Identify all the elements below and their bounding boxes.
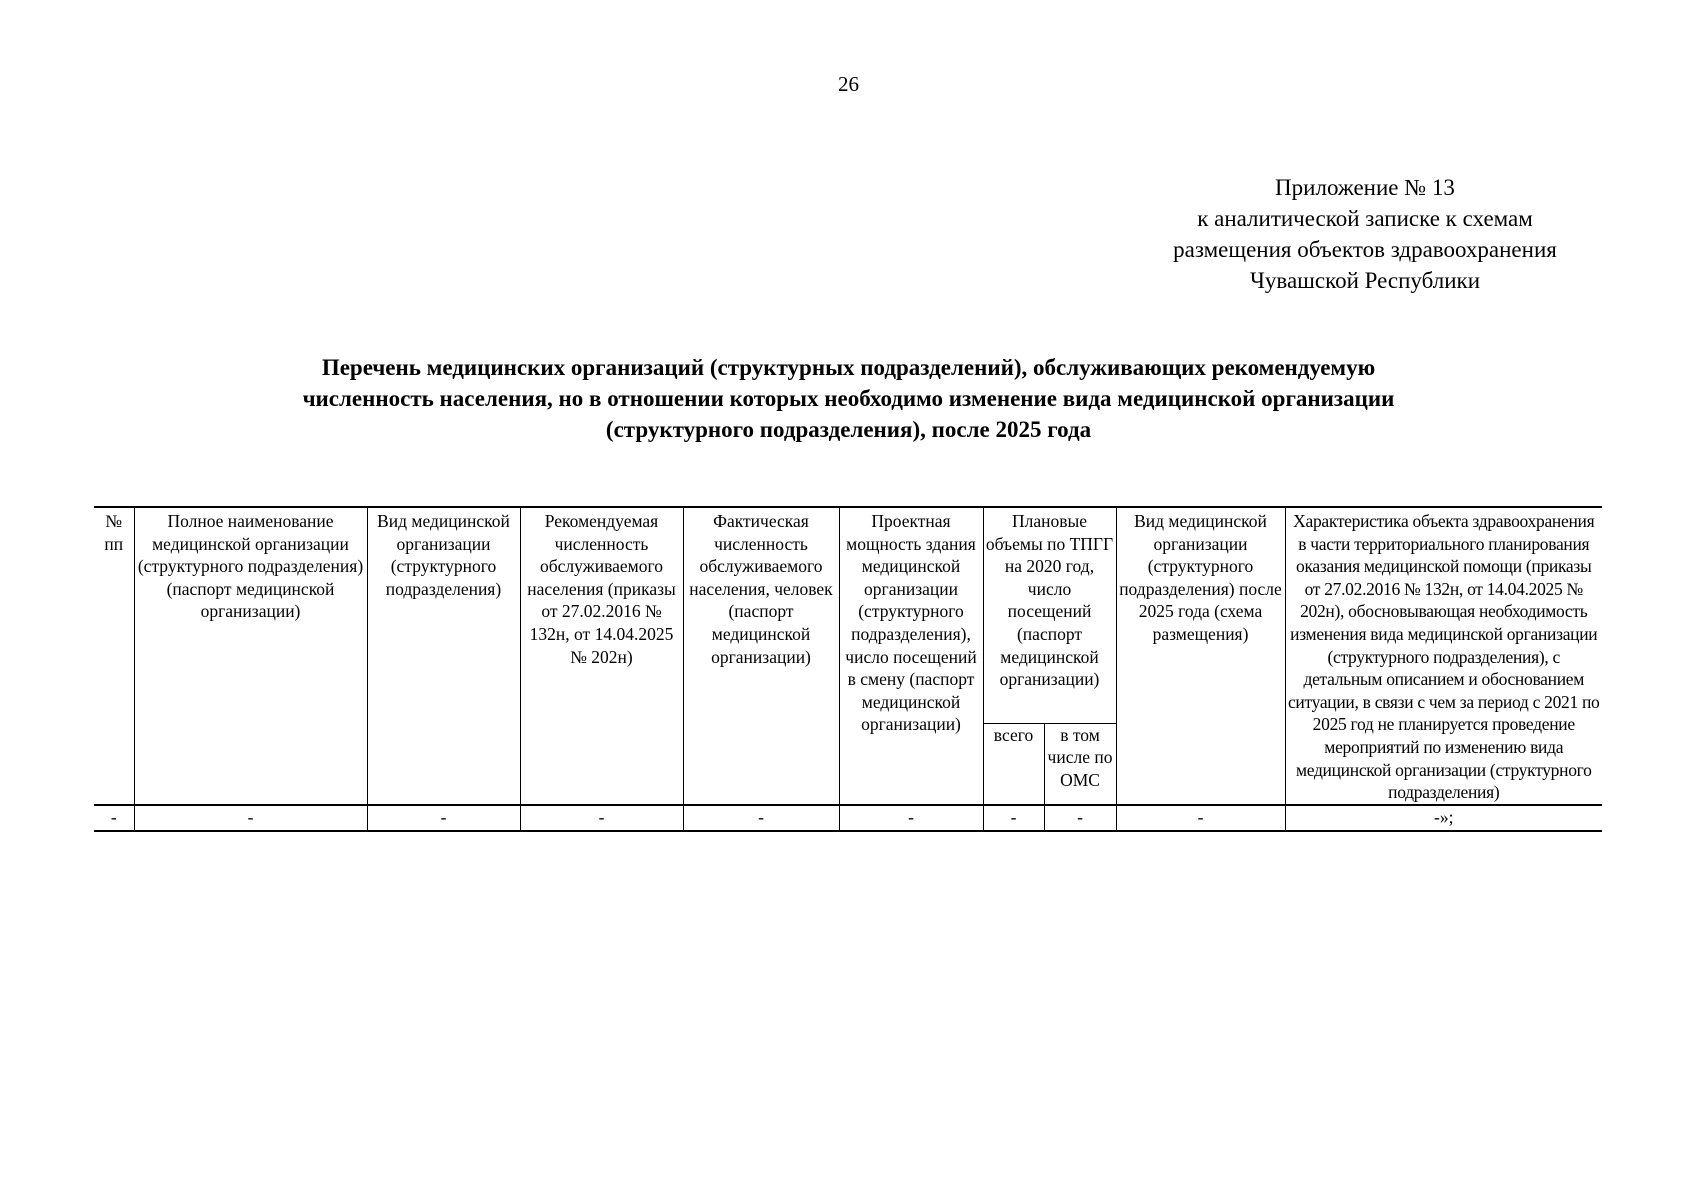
table-cell: - xyxy=(1044,805,1116,832)
header-actual-population: Фактическая численность обслуживаемого населения, человек (паспорт медицинской организации) xyxy=(683,507,839,805)
appendix-line: Приложение № 13 xyxy=(1275,175,1455,200)
header-design-capacity: Проектная мощность здания медицинской организации (структурного подразделения), число посещений в смену (паспорт медицинской организации) xyxy=(839,507,983,805)
table-cell: - xyxy=(367,805,520,832)
header-organization-type: Вид медицинской организации (структурного подразделения) xyxy=(367,507,520,805)
table-cell: - xyxy=(683,805,839,832)
table-cell: - xyxy=(134,805,367,832)
table-row xyxy=(94,805,1602,832)
title-line: численность населения, но в отношении которых необходимо изменение вида медицинской организации xyxy=(302,386,1395,411)
title-line: (структурного подразделения), после 2025 года xyxy=(605,417,1092,442)
header-planned-total: всего xyxy=(983,723,1044,804)
appendix-block xyxy=(1120,172,1610,296)
table-cell: -»; xyxy=(1285,805,1602,832)
header-planned-oms: в том числе по ОМС xyxy=(1044,723,1116,804)
header-number: № пп xyxy=(94,507,134,805)
header-full-name: Полное наименование медицинской организации (структурного подразделения) (паспорт медицинской организации) xyxy=(134,507,367,805)
appendix-line: к аналитической записке к схемам xyxy=(1197,206,1533,231)
appendix-line: Чувашской Республики xyxy=(1249,268,1481,293)
page-number: 26 xyxy=(838,72,859,96)
table-cell: - xyxy=(983,805,1044,832)
table-cell: - xyxy=(1116,805,1285,832)
table-cell: - xyxy=(520,805,683,832)
document-title xyxy=(100,352,1597,445)
table-cell: - xyxy=(839,805,983,832)
header-planned-volumes: Плановые объемы по ТПГГ на 2020 год, число посещений (паспорт медицинской организации) xyxy=(983,507,1116,723)
header-type-after-2025: Вид медицинской организации (структурного подразделения) после 2025 года (схема размещения) xyxy=(1116,507,1285,805)
header-recommended-population: Рекомендуемая численность обслуживаемого населения (приказы от 27.02.2016 № 132н, от 14.04.2025 № 202н) xyxy=(520,507,683,805)
title-line: Перечень медицинских организаций (структурных подразделений), обслуживающих рекомендуемую xyxy=(321,355,1376,380)
appendix-line: размещения объектов здравоохранения xyxy=(1173,237,1557,262)
organizations-table xyxy=(94,506,1602,832)
header-characteristic: Характеристика объекта здравоохранения в части территориального планирования оказания медицинской помощи (приказы от 27.02.2016 № 132н, от 14.04.2025 № 202н), обосновывающая необходимость изменения вида медицинской организации (структурного подразделения), с детальным описанием и обоснованием ситуации, в связи с чем за период с 2021 по 2025 год не планируется проведение мероприятий по изменению вида медицинской организации (структурного подразделения) xyxy=(1285,507,1602,805)
table-cell: - xyxy=(94,805,134,832)
